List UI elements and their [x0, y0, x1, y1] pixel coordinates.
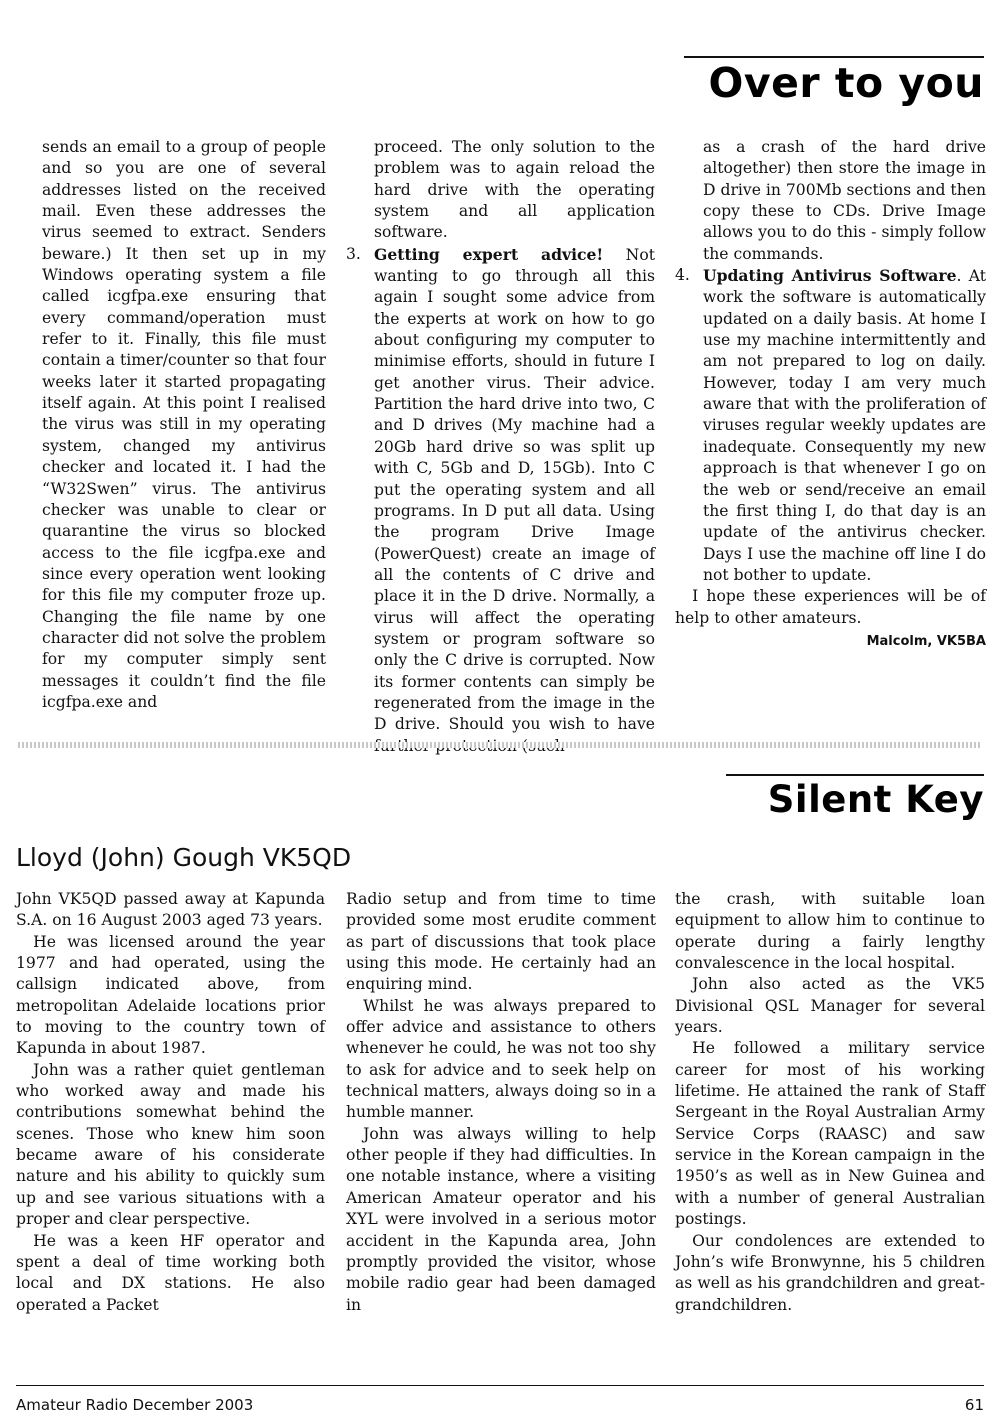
- section-divider: [18, 742, 982, 748]
- item-text: [374, 244, 655, 757]
- section-title-silent-key: Silent Key: [767, 778, 984, 821]
- obituary-paragraph: He followed a military service career for most of his working lifetime. He attained the rank of Staff Sergeant in the Royal Australian Army Service Corps (RAASC) and saw service in the Korean campaign in the 1950’s as well as in New Guinea and with a number of general Australian postings.: [675, 1039, 985, 1229]
- obituary-paragraph: Radio setup and from time to time provided some most erudite comment as part of discussions that took place using this mode. He certainly had an enquiring mind.: [346, 890, 656, 994]
- obituary-paragraph: John was a rather quiet gentleman who worked away and made his contributions somewhat behind the scenes. Those who knew him soon became aware of his considerate nature and his ability to quickly sum up and see various situations with a proper and clear perspective.: [16, 1060, 325, 1229]
- footer-page-number: 61: [964, 1396, 984, 1414]
- item-body: . At work the software is automatically updated on a daily basis. At home I use my machine intermittently and am not prepared to log on daily. However, today I am very much aware that with the proliferation of viruses regular weekly updates are inadequate. Consequently my new approach is that whenever I go on the web or send/receive an email the first thing I, do that day is an update of the antivirus checker. Days I use the machine off line I do not bother to update.: [703, 267, 986, 584]
- footer-publication: Amateur Radio December 2003: [16, 1396, 254, 1414]
- obituary-column-3: [675, 889, 985, 1314]
- obituary-paragraph: the crash, with suitable loan equipment to allow him to continue to operate during a fairly lengthy convalescence in the local hospital.: [675, 890, 985, 973]
- letter-paragraph: proceed. The only solution to the problem was to again reload the hard drive with the operating system and all application software.: [374, 138, 655, 242]
- item-heading: Getting expert advice!: [374, 244, 604, 264]
- obituary-column-1: [16, 889, 325, 1314]
- item-number: 3.: [346, 244, 361, 263]
- section-title-over-to-you: Over to you: [708, 59, 984, 107]
- obituary-column-2: [346, 889, 656, 1314]
- letter-paragraph: sends an email to a group of people and so you are one of several addresses listed on the received mail. Even these addresses the virus seemed to extract. Senders beware.) It then set up in my Windows operating system a file called icgfpa.exe ensuring that every command/operation must refer to it. Finally, this file must contain a timer/counter so that four weeks later it started propagating itself again. At this point I realised the virus was still in my operating system, changed my antivirus checker and located it. I had the “W32Swen” virus. The antivirus checker was unable to clear or quarantine the virus so blocked access to the file icgfpa.exe and since every operation went looking for this file my computer froze up. Changing the file name by one character did not solve the problem for my computer simply sent messages it couldn’t find the file icgfpa.exe and: [42, 138, 326, 711]
- obituary-paragraph: Whilst he was always prepared to offer advice and assistance to others whenever he could, he was not too shy to ask for advice and to seek help on technical matters, always doing so in a humble manner.: [346, 996, 656, 1122]
- letter-column-3: [675, 137, 986, 677]
- obituary-paragraph: John VK5QD passed away at Kapunda S.A. on 16 August 2003 aged 73 years.: [16, 890, 325, 930]
- letter-column-2: [346, 137, 655, 734]
- obituary-paragraph: He was licensed around the year 1977 and had operated, using the callsign indicated above, from metropolitan Adelaide locations prior to moving to the country town of Kapunda in about 1987.: [16, 932, 325, 1058]
- letter-signature: Malcolm, VK5BA: [866, 633, 986, 649]
- obituary-paragraph: John was always willing to help other people if they had difficulties. In one notable instance, where a visiting American Amateur operator and his XYL were involved in a serious motor accident in the Kapunda area, John promptly provided the visitor, whose mobile radio gear had been damaged in: [346, 1124, 656, 1314]
- item-body: Not wanting to go through all this again I sought some advice from the experts at work on how to go about configuring my computer to minimise efforts, should in future I get another virus. Their advice. Partition the hard drive into two, C and D drives (My machine had a 20Gb hard drive so was split up with C, 5Gb and D, 15Gb). Into C put the operating system and all programs. In D put all data. Using the program Drive Image (PowerQuest) create an image of all the contents of C drive and place it in the D drive. Normally, a virus will affect the operating system or program software so only the C drive is corrupted. Now its former contents can simply be regenerated from the image in the D drive. Should you wish to have: [374, 245, 655, 734]
- letter-paragraph: as a crash of the hard drive altogether) then store the image in D drive in 700Mb sections and then copy these to CDs. Drive Image allows you to do this - simply follow the commands.: [703, 138, 987, 263]
- footer-rule: [16, 1385, 984, 1386]
- obituary-paragraph: John also acted as the VK5 Divisional QSL Manager for several years.: [675, 975, 985, 1037]
- silent-key-banner: [726, 774, 984, 820]
- obituary-headline: Lloyd (John) Gough VK5QD: [16, 843, 352, 872]
- letter-closing: I hope these experiences will be of help to other amateurs.: [675, 587, 986, 627]
- numbered-item-4: [675, 265, 986, 586]
- obituary-paragraph: He was a keen HF operator and spent a deal of time working both local and DX stations. He also operated a Packet: [16, 1231, 325, 1314]
- numbered-item-3: [346, 244, 655, 757]
- item-number: 4.: [675, 266, 690, 285]
- letter-column-1: [42, 137, 326, 711]
- over-to-you-banner: [684, 56, 984, 105]
- item-heading: Updating Antivirus Software: [703, 266, 957, 286]
- item-text: [703, 265, 986, 586]
- obituary-paragraph: Our condolences are extended to John’s wife Bronwynne, his 5 children as well as his grandchildren and great-grandchildren.: [675, 1231, 985, 1314]
